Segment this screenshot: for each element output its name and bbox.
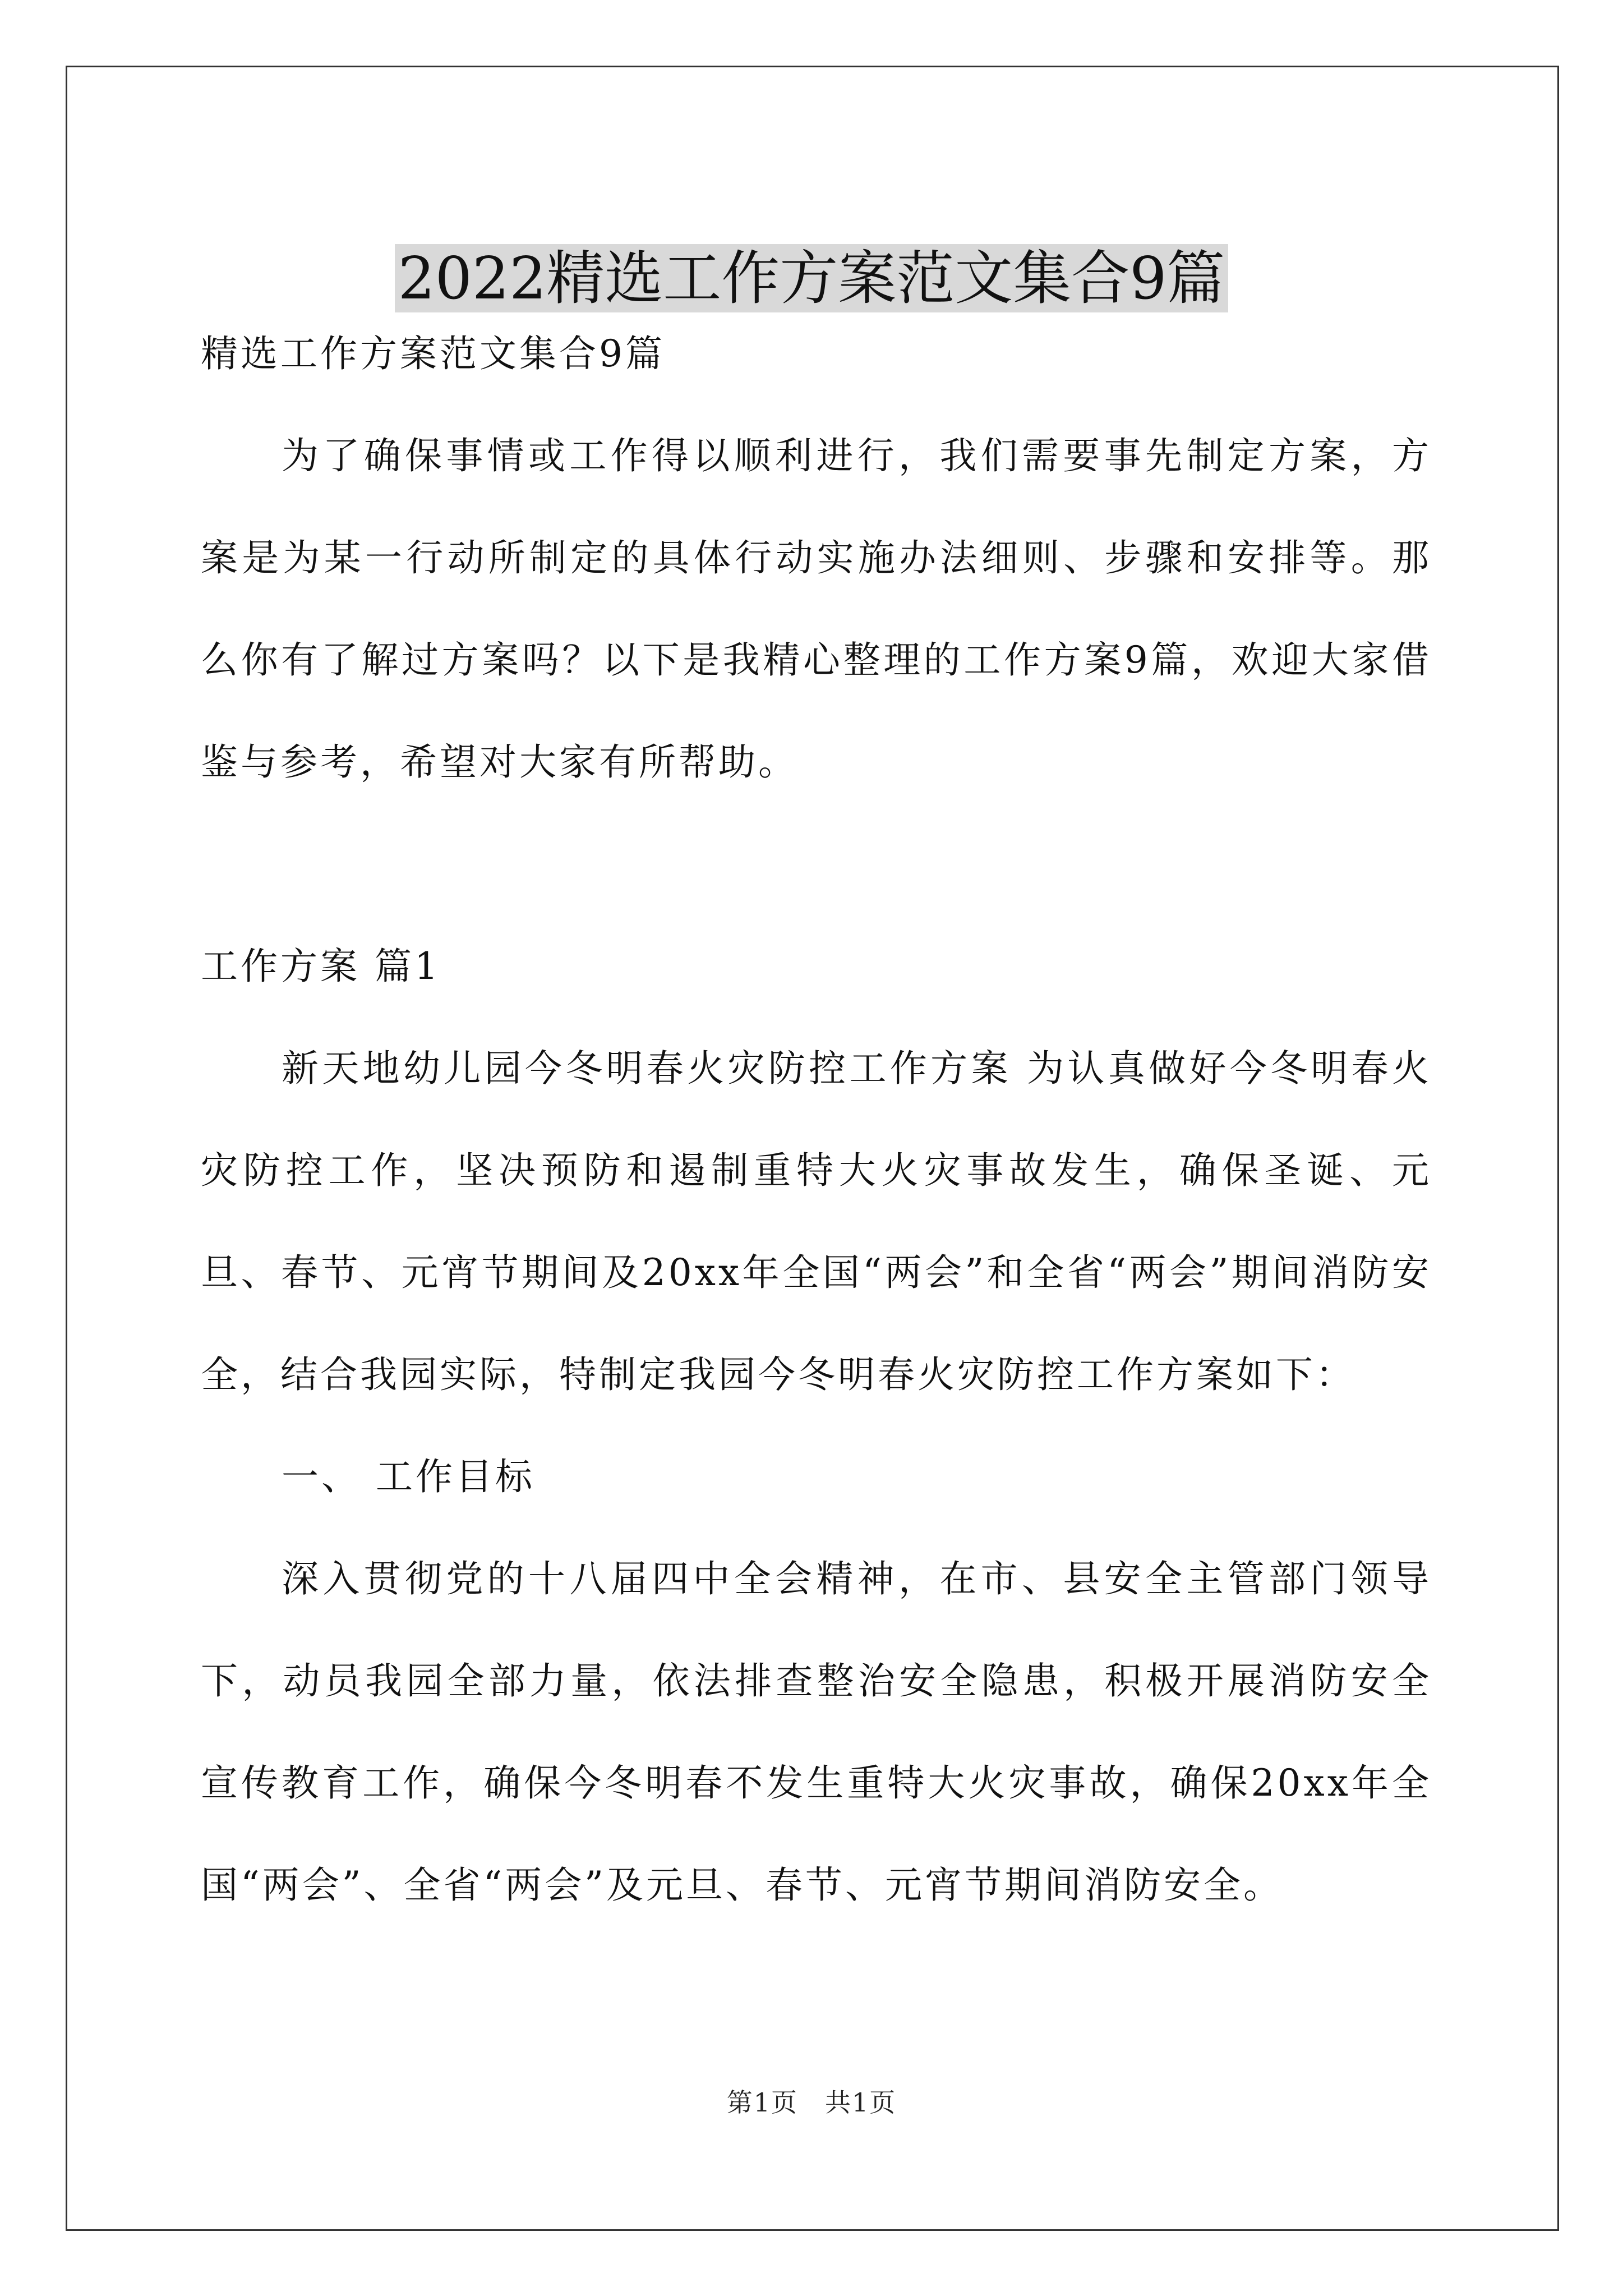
section-spacer: [201, 813, 1432, 915]
subheading-goal: 一、 工作目标: [282, 1455, 535, 1498]
body-paragraph-2: 深入贯彻党的十八届四中全会精神，在市、县安全主管部门领导下，动员我园全部力量，依法排查整治安全隐患，积极开展消防安全宣传教育工作，确保今冬明春不发生重特大火灾事故，确保20xx年全国“两会”、全省“两会”及元旦、春节、元宵节期间消防安全。: [201, 1557, 1432, 1907]
page-footer: 第1页 共1页: [726, 2087, 897, 2118]
document-body: [201, 303, 1432, 1936]
intro-paragraph: 为了确保事情或工作得以顺利进行，我们需要事先制定方案，方案是为某一行动所制定的具体行动实施办法细则、步骤和安排等。那么你有了解过方案吗？以下是我精心整理的工作方案9篇，欢迎大家借鉴与参考，希望对大家有所帮助。: [201, 434, 1432, 784]
section-heading: 工作方案 篇1: [201, 945, 441, 988]
body-paragraph-1: 新天地幼儿园今冬明春火灾防控工作方案 为认真做好今冬明春火灾防控工作，坚决预防和遏制重特大火灾事故发生，确保圣诞、元旦、春节、元宵节期间及20xx年全国“两会”和全省“两会”期间消防安全，结合我园实际，特制定我园今冬明春火灾防控工作方案如下：: [201, 1047, 1432, 1396]
document-subtitle: 精选工作方案范文集合9篇: [201, 332, 665, 375]
document-title-text: 2022精选工作方案范文集合9篇: [395, 244, 1229, 312]
